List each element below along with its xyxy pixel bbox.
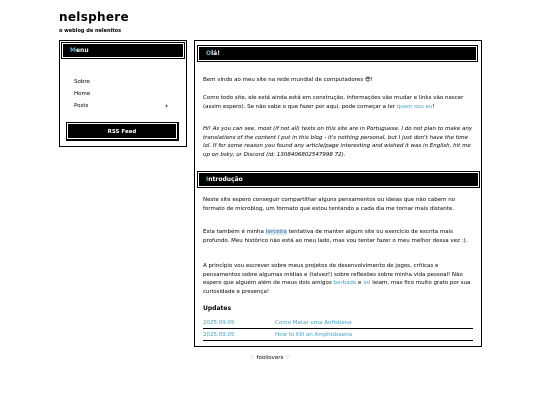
site-title[interactable]: nelsphere: [59, 10, 129, 24]
intro-paragraph-1: Neste site espero conseguir compartilhar alguns pensamentos ou ideias que não cabem no formato de microblog, um formato que estou tentando a cada dia me tornar mais distante.: [203, 197, 456, 212]
update-title-link[interactable]: How to Kill an Amphisbaena: [275, 332, 353, 338]
intro-p2-text: Esta também é minha: [203, 229, 266, 235]
ola-p2-end: !: [432, 103, 435, 110]
ola-paragraph-english: Hi! As you can see, most (if not all) texts on this site are in Portuguese. I do not plan to make any translations of the content I put in this blog - it's nothing personal, but I just don't have the time lol. If for some reason you found any article/page interesting and wished it was in English, hit me up on bsky, or Discord (id: 1308406802547998 72).: [203, 126, 473, 158]
intro-title-rest: ntrodução: [208, 176, 243, 183]
menu-panel: [59, 40, 187, 147]
quem-sou-eu-link[interactable]: quem sou eu: [396, 103, 433, 110]
heart-icon: ♡: [285, 355, 291, 361]
site-header: [59, 10, 129, 34]
intro-p2-rest: tentativa de manter algum site ou exercício de escrita mais profundo. Meu histórico não está ao meu lado, mas vou tentar fazer o meu melhor dessa vez :).: [203, 229, 468, 244]
menu-item-posts[interactable]: [74, 103, 178, 109]
ssl-link[interactable]: ssl: [363, 280, 371, 286]
intro-p3-and: e: [356, 280, 364, 286]
intro-paragraph-2: [203, 228, 473, 245]
update-row[interactable]: [203, 319, 473, 329]
menu-item-sobre[interactable]: Sobre: [74, 79, 90, 85]
ola-paragraph-2: [203, 94, 473, 111]
intro-paragraph-3: [203, 262, 473, 296]
intro-title-initial: I: [206, 176, 209, 183]
berbado-link[interactable]: berbado: [333, 280, 357, 286]
terceira-highlight: terceira: [265, 229, 287, 235]
chevron-right-icon: ›: [165, 102, 168, 110]
footer: [0, 355, 540, 361]
rss-feed-button[interactable]: RSS Feed: [67, 123, 177, 139]
intro-p3-end: leiam, mas fico muito grato por sua curiosidade e presença!: [203, 280, 471, 295]
update-date: 2025.09.05: [203, 320, 235, 326]
menu-title-rest: enu: [75, 47, 89, 54]
update-row[interactable]: [203, 331, 473, 341]
menu-title-initial: M: [70, 47, 76, 54]
ola-title-rest: lá!: [211, 50, 220, 57]
menu-title-bar: [62, 43, 184, 58]
menu-item-home[interactable]: Home: [74, 91, 91, 97]
ola-paragraph-1: Bem vindo ao meu site na rede mundial de computadores 😎!: [203, 77, 373, 83]
ola-title-bar: [198, 46, 477, 61]
updates-heading: Updates: [203, 305, 232, 312]
heart-icon: ♡: [249, 355, 255, 361]
intro-title-bar: [198, 172, 479, 187]
site-tagline: o weblog de nelenitos: [59, 28, 122, 34]
menu-item-posts-label: Posts: [74, 103, 89, 109]
footer-label[interactable]: fooliovers: [256, 355, 284, 361]
update-title-link[interactable]: Como Matar uma Anfisbena: [275, 320, 352, 326]
ola-p2-text: Como todo site, ele está ainda está em construção, informações vão mudar e links vão nascer (assim espero). Se não sabe o que fazer por aqui, pode começar a ler: [203, 95, 464, 110]
update-date: 2025.09.05: [203, 332, 235, 338]
main-panel: [194, 40, 482, 347]
ola-title-initial: O: [206, 50, 212, 57]
intro-p3-text: A princípio vou escrever sobre meus projetos de desenvolvimento de jogos, críticas e pensamentos sobre algumas mídias e (talvez!) sobre reflexões sobre minha vida pessoal! Não espero que alguém além de meus dois amigos: [203, 263, 463, 286]
